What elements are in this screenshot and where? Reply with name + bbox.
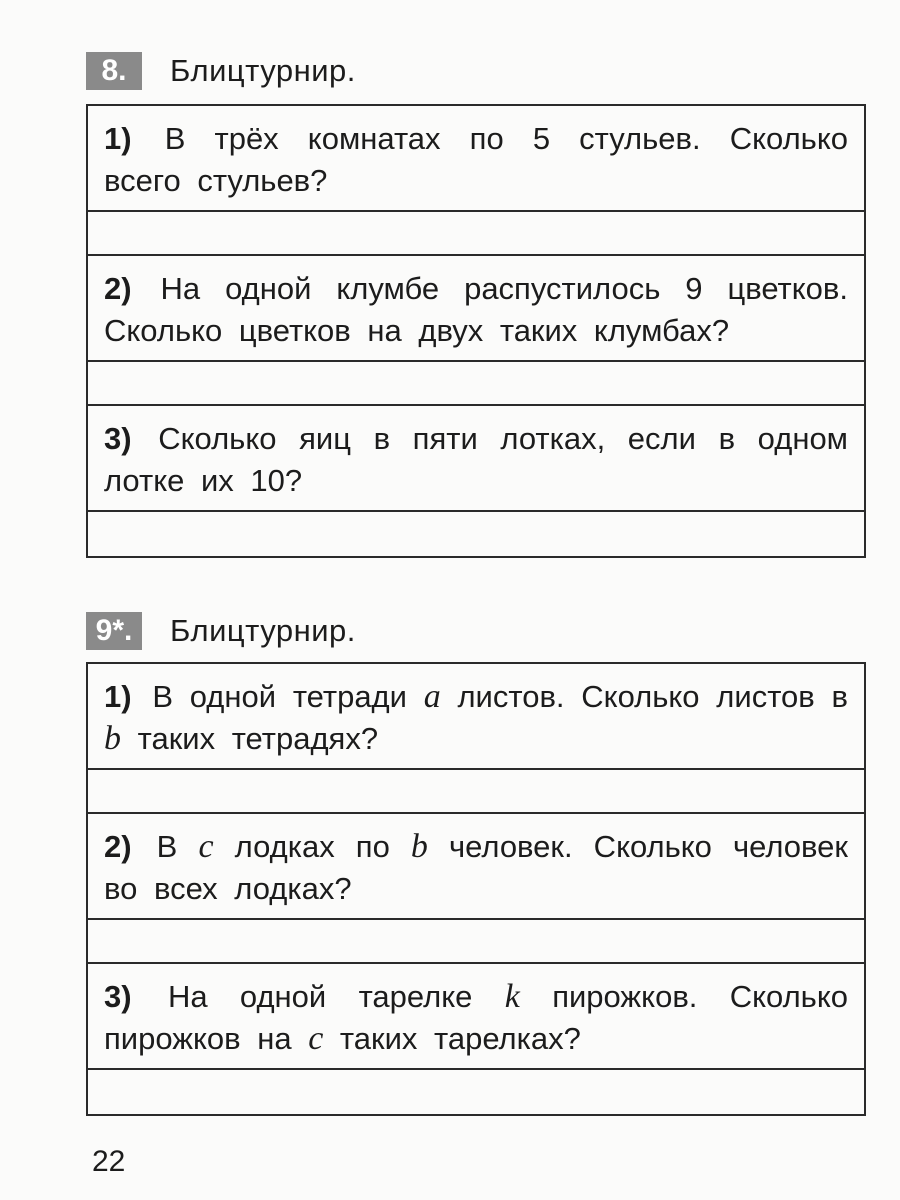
task-9-question-2: [88, 814, 864, 920]
question-number: 2): [104, 271, 132, 306]
variable: a: [423, 678, 441, 715]
question-text-part: В одной тетради: [152, 679, 407, 714]
answer-field[interactable]: [88, 362, 864, 406]
page-number: 22: [92, 1145, 126, 1178]
answer-field[interactable]: [88, 920, 864, 964]
task-8-title: Блицтурнир.: [170, 53, 356, 88]
task-8-box: [86, 104, 866, 558]
task-9-question-1: [88, 664, 864, 770]
question-text: В трёх комнатах по 5 стульев. Сколько всего стульев?: [104, 121, 848, 198]
task-9-header: [86, 612, 356, 650]
question-number: 2): [104, 829, 132, 864]
question-text-part: В: [156, 829, 178, 864]
task-9-number: 9*.: [86, 612, 142, 650]
task-8-header: [86, 52, 356, 90]
answer-field[interactable]: [88, 512, 864, 556]
task-8-question-2: [88, 256, 864, 362]
question-text: На одной клумбе распустилось 9 цветков. Сколько цветков на двух таких клумбах?: [104, 271, 848, 348]
task-8-question-3: [88, 406, 864, 512]
question-text-part: На одной тарелке: [167, 979, 473, 1014]
question-text-part: таких тарелках?: [339, 1021, 581, 1056]
variable: b: [410, 828, 428, 865]
task-9-question-3: [88, 964, 864, 1070]
variable: b: [104, 720, 121, 757]
question-text: Сколько яиц в пяти лотках, если в одном лотке их 10?: [104, 421, 848, 498]
variable: c: [308, 1020, 324, 1057]
task-9-title: Блицтурнир.: [170, 613, 356, 648]
question-text-part: листов. Сколько листов в: [457, 679, 848, 714]
question-number: 3): [104, 979, 132, 1014]
question-number: 3): [104, 421, 132, 456]
question-text-part: человек. Сколько человек во всех лодках?: [104, 829, 848, 906]
question-text-part: пирожков. Сколько пирожков на: [104, 979, 848, 1056]
question-number: 1): [104, 121, 132, 156]
variable: c: [198, 828, 214, 865]
answer-field[interactable]: [88, 1070, 864, 1114]
question-text-part: лодках по: [234, 829, 390, 864]
task-8-number: 8.: [86, 52, 142, 90]
task-9-box: [86, 662, 866, 1116]
answer-field[interactable]: [88, 770, 864, 814]
question-number: 1): [104, 679, 132, 714]
task-8-question-1: [88, 106, 864, 212]
answer-field[interactable]: [88, 212, 864, 256]
question-text-part: таких тетрадях?: [137, 721, 379, 756]
variable: k: [504, 978, 520, 1015]
